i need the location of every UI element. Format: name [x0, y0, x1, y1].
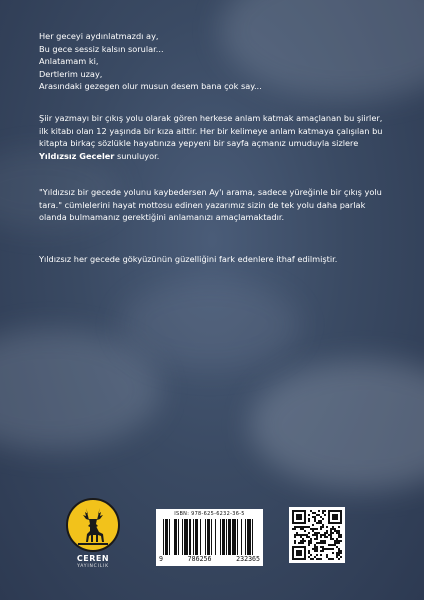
barcode-bar: [253, 519, 255, 555]
book-title: Yıldızsız Geceler: [39, 150, 115, 161]
qr-code: [289, 507, 345, 563]
poem-line: Dertlerim uzay,: [39, 68, 103, 79]
qr-code-icon: [292, 510, 342, 560]
poem-line: Her geceyi aydınlatmazdı ay,: [39, 31, 159, 41]
isbn-barcode: [156, 509, 263, 566]
description-text: Şiir yazmayı bir çıkış yolu olarak gören herkese anlam katmak amaçlanan bu şiirler, ilk kitabı olan 12 yaşında bir kıza aittir. Her bir kelimeye anlam katmaya çalışılan bu kitapta birkaç sözlükle hayatınıza yepyeni bir sayfa açmanız umuduyla sizlere: [39, 113, 383, 149]
publisher-subtitle: YAYINCILIK: [77, 564, 109, 569]
barcode-digits: [156, 555, 263, 563]
barcode-digit-group: 786256: [187, 555, 212, 563]
dedication-paragraph: [39, 253, 389, 266]
isbn-label: ISBN: 978-625-6232-36-5: [174, 511, 245, 517]
poem-line: Anlatamam ki,: [39, 56, 99, 67]
description-paragraph: [39, 112, 389, 162]
barcode-digit-group: 232365: [236, 555, 260, 563]
description-text: sunuluyor.: [114, 150, 160, 161]
barcode-bars: [163, 519, 256, 555]
logo-badge: [66, 498, 120, 552]
poem: [39, 30, 389, 93]
motto-text: "Yıldızsız bir gecede yolunu kaybedersen Ay'ı arama, sadece yüreğinle bir çıkış yolu tara." cümlelerini hayat mottosu edinen yazarımız sizin de tek yolu daha parlak olanda bulmamanız gerektiğini anlamanızı amaçlamaktadır.: [39, 187, 382, 223]
cloud: [120, 280, 300, 370]
dedication-text: Yıldızsız her gecede gökyüzünün güzelliğini fark edenlere ithaf edilmiştir.: [39, 254, 338, 264]
motto-paragraph: [39, 186, 389, 224]
poem-line: Arasındaki gezegen olur musun desem bana çok say...: [39, 81, 262, 92]
barcode-digit-group: 9: [159, 555, 163, 563]
deer-icon: [68, 500, 118, 550]
poem-line: Bu gece sessiz kalsın sorular...: [39, 43, 164, 54]
cloud: [250, 360, 424, 490]
publisher-logo: [66, 498, 120, 580]
publisher-name: CEREN: [76, 554, 110, 563]
